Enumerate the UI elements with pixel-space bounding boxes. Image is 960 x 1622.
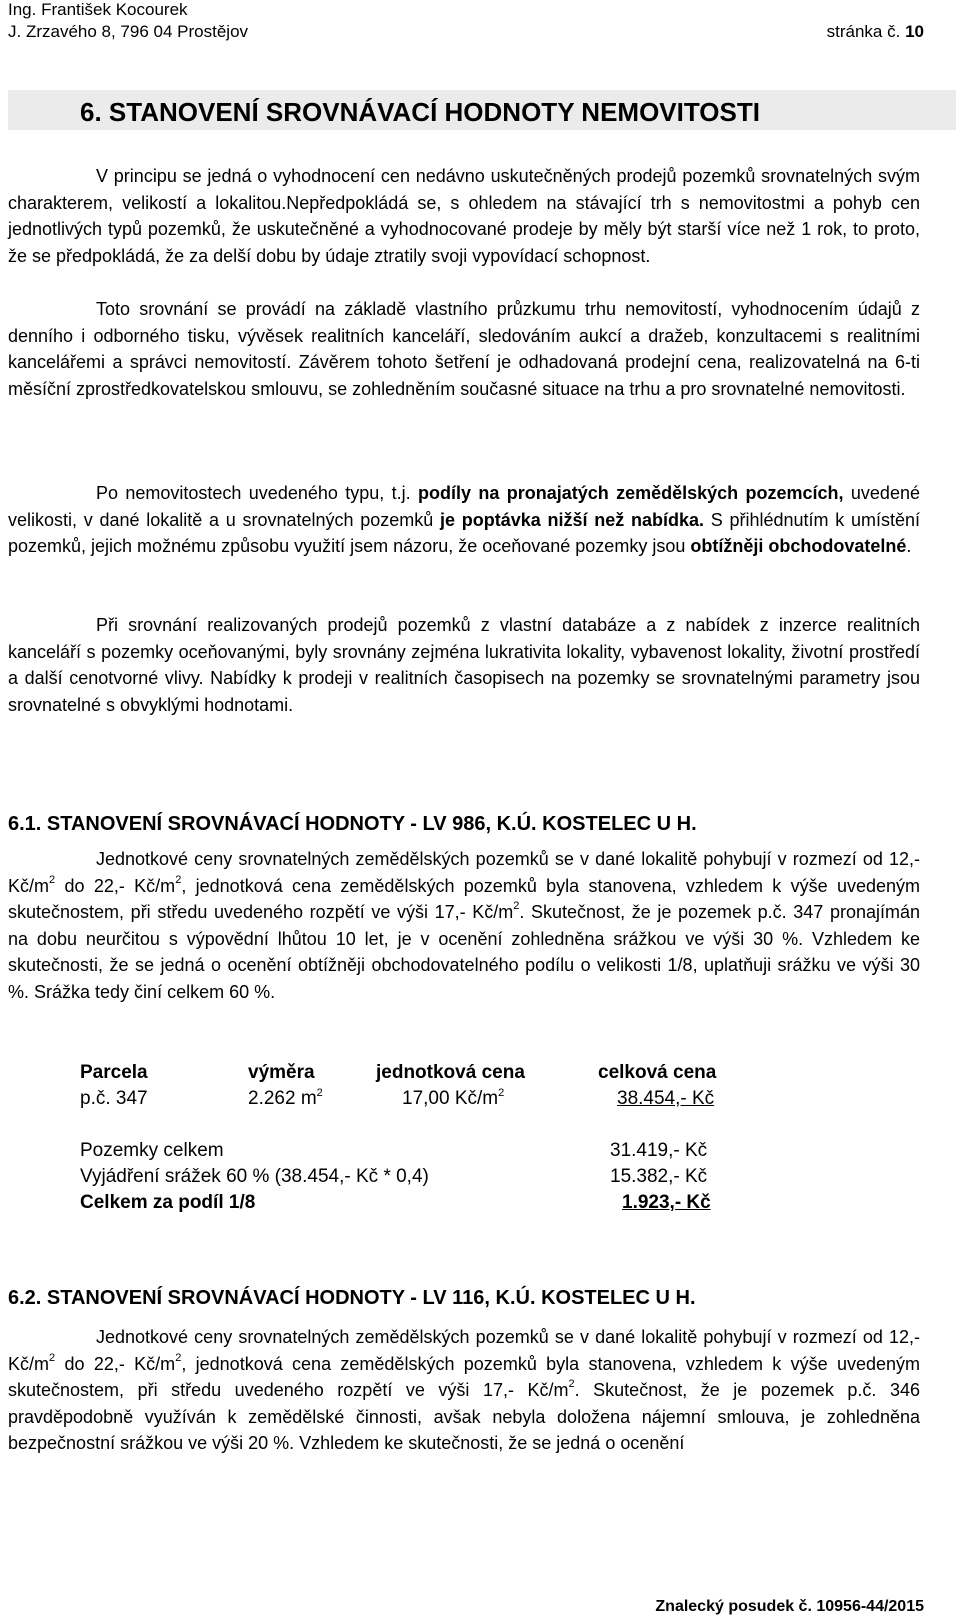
section-6-2-paragraph — [8, 1324, 920, 1457]
table-cell-parcela: p.č. 347 — [80, 1088, 148, 1109]
summary-row-total — [80, 1190, 780, 1216]
paragraph-text: . Skutečnost, že je pozemek p.č. 347 pronajímán na dobu neurčitou s výpovědní lhůtou 10 let, je v ocenění zohledněna srážkou ve výši 30 %. Vzhledem ke skutečnosti, že se jedná o ocenění obtížněji obchodovatelného podílu o velikosti 1/8, uplatňuji srážku ve výši 30 %. Srážka tedy činí celkem 60 %. — [8, 902, 921, 1002]
table-header-row — [80, 1060, 780, 1086]
header-page-number — [827, 22, 924, 42]
cell-text: 2.262 m — [248, 1088, 317, 1109]
superscript: 2 — [498, 1087, 505, 1099]
superscript: 2 — [49, 1351, 56, 1364]
table-header-cell: výměra — [248, 1062, 315, 1083]
paragraph-text: . Skutečnost, že je pozemek p.č. 346 pravděpodobně využíván k zemědělské činnosti, avšak nebyla doložena nájemní smlouva, je zohledněna bezpečnostní srážkou ve výši 20 %. Vzhledem ke skutečnosti, že se jedná o ocenění — [8, 1380, 920, 1453]
header-author-address: J. Zrzavého 8, 796 04 Prostějov — [8, 22, 249, 41]
paragraph-text: S přihlédnutím k umístění pozemků, jejich možnému způsobu využití jsem názoru, že oceňované pozemky jsou — [8, 509, 921, 556]
superscript: 2 — [175, 1351, 182, 1364]
section-6-1-title: 6.1. STANOVENÍ SROVNÁVACÍ HODNOTY - LV 986, K.Ú. KOSTELEC U H. — [8, 813, 697, 835]
cell-text: 17,00 Kč/m — [402, 1088, 499, 1109]
table-row — [80, 1086, 780, 1112]
total-value: 1.923,- Kč — [622, 1192, 711, 1213]
valuation-table — [80, 1060, 780, 1216]
section-6-paragraph-4 — [8, 612, 920, 718]
emphasis-text: podíly na pronajatých zemědělských pozemcích, — [417, 483, 844, 503]
page-number: 10 — [905, 22, 924, 41]
section-6-2-title: 6.2. STANOVENÍ SROVNÁVACÍ HODNOTY - LV 116, K.Ú. KOSTELEC U H. — [8, 1287, 696, 1309]
summary-value: 15.382,- Kč — [610, 1166, 708, 1187]
emphasis-text: obtížněji obchodovatelné — [690, 536, 907, 556]
superscript: 2 — [513, 900, 520, 912]
section-6-paragraph-3 — [8, 480, 920, 560]
table-spacer — [80, 1112, 780, 1138]
header-author-name: Ing. František Kocourek — [8, 0, 188, 19]
summary-label: Pozemky celkem — [80, 1140, 224, 1161]
table-header-cell: Parcela — [80, 1062, 148, 1083]
paragraph-text: . — [906, 536, 912, 556]
summary-label: Vyjádření srážek 60 % (38.454,- Kč * 0,4) — [80, 1166, 429, 1187]
superscript: 2 — [49, 873, 56, 886]
paragraph-text: Jednotkové ceny srovnatelných zemědělských pozemků se v dané lokalitě pohybují v rozmezí od 12,- Kč/m — [8, 849, 920, 896]
paragraph-text: Toto srovnání se provádí na základě vlastního průzkumu trhu nemovitostí, vyhodnocením údajů z denního i odborného tisku, vývěsek realitních kanceláří, sledováním aukcí a dražeb, konzultacemi s realitními kancelářemi a správci nemovitostí. Závěrem tohoto šetření je odhadovaná prodejní cena, realizovatelná na 6-ti měsíční zprostředkovatelskou smlouvu, se zohledněním současné situace na trhu a pro srovnatelné nemovitosti. — [8, 299, 920, 399]
table-cell-vymera — [248, 1086, 323, 1112]
summary-value-total — [598, 1190, 711, 1216]
summary-value: 31.419,- Kč — [610, 1140, 708, 1161]
emphasis-text: je poptávka nižší než nabídka. — [440, 509, 705, 530]
section-6-paragraph-2 — [8, 296, 920, 402]
summary-row — [80, 1164, 780, 1190]
table-cell-celkova: 38.454,- Kč — [617, 1088, 715, 1109]
paragraph-text: Při srovnání realizovaných prodejů pozemků z vlastní databáze a z nabídek z inzerce realitních kanceláří s pozemky oceňovanými, byly srovnány zejména lukrativita lokality, vybavenost lokality, životní prostředí a další cenotvorné vlivy. Nabídky k prodeji v realitních časopisech na pozemky se srovnatelnými parametry jsou srovnatelné s obvyklými hodnotami. — [8, 615, 920, 715]
paragraph-text: , jednotková cena zemědělských pozemků byla stanovena, vzhledem k výše uvedeným skutečnostem, při středu uvedeného rozpětí ve výši 17,- Kč/m — [8, 1353, 921, 1400]
superscript: 2 — [175, 873, 182, 886]
table-cell-jednotkova — [402, 1086, 504, 1112]
paragraph-text: , jednotková cena zemědělských pozemků byla stanovena, vzhledem k výše uvedeným skutečnostem, při středu uvedeného rozpětí ve výši 17,- Kč/m — [8, 875, 921, 922]
superscript: 2 — [316, 1087, 323, 1099]
footer-report-number: Znalecký posudek č. 10956-44/2015 — [655, 1598, 924, 1615]
table-header-cell: jednotková cena — [376, 1062, 525, 1083]
table-header-cell: celková cena — [598, 1062, 717, 1083]
section-6-paragraph-1 — [8, 163, 920, 269]
paragraph-text: uvedené velikosti, v dané lokalitě a u srovnatelných pozemků — [8, 483, 920, 530]
superscript: 2 — [568, 1378, 575, 1390]
paragraph-text: V principu se jedná o vyhodnocení cen nedávno uskutečněných prodejů pozemků srovnatelných svým charakterem, velikostí a lokalitou.Nepředpokládá se, s ohledem na stávající trh s nemovitostmi a pohyb cen jednotlivých typů pozemků, že uskutečněné a vyhodnocované prodeje by měly být starší více než 1 rok, to proto, že se předpokládá, že za delší dobu by údaje ztratily svoji vypovídací schopnost. — [8, 166, 920, 266]
summary-label: Celkem za podíl 1/8 — [80, 1192, 256, 1213]
paragraph-text: do 22,- Kč/m — [55, 1353, 176, 1374]
paragraph-text: Jednotkové ceny srovnatelných zemědělských pozemků se v dané lokalitě pohybují v rozmezí od 12,- Kč/m — [8, 1327, 920, 1374]
page-label: stránka č. — [826, 22, 901, 41]
summary-row — [80, 1138, 780, 1164]
section-6-title: 6. STANOVENÍ SROVNÁVACÍ HODNOTY NEMOVITOSTI — [80, 97, 760, 127]
section-6-1-paragraph — [8, 846, 920, 1005]
paragraph-text: do 22,- Kč/m — [55, 875, 176, 896]
paragraph-text: Po nemovitostech uvedeného typu, t.j. — [96, 483, 418, 503]
